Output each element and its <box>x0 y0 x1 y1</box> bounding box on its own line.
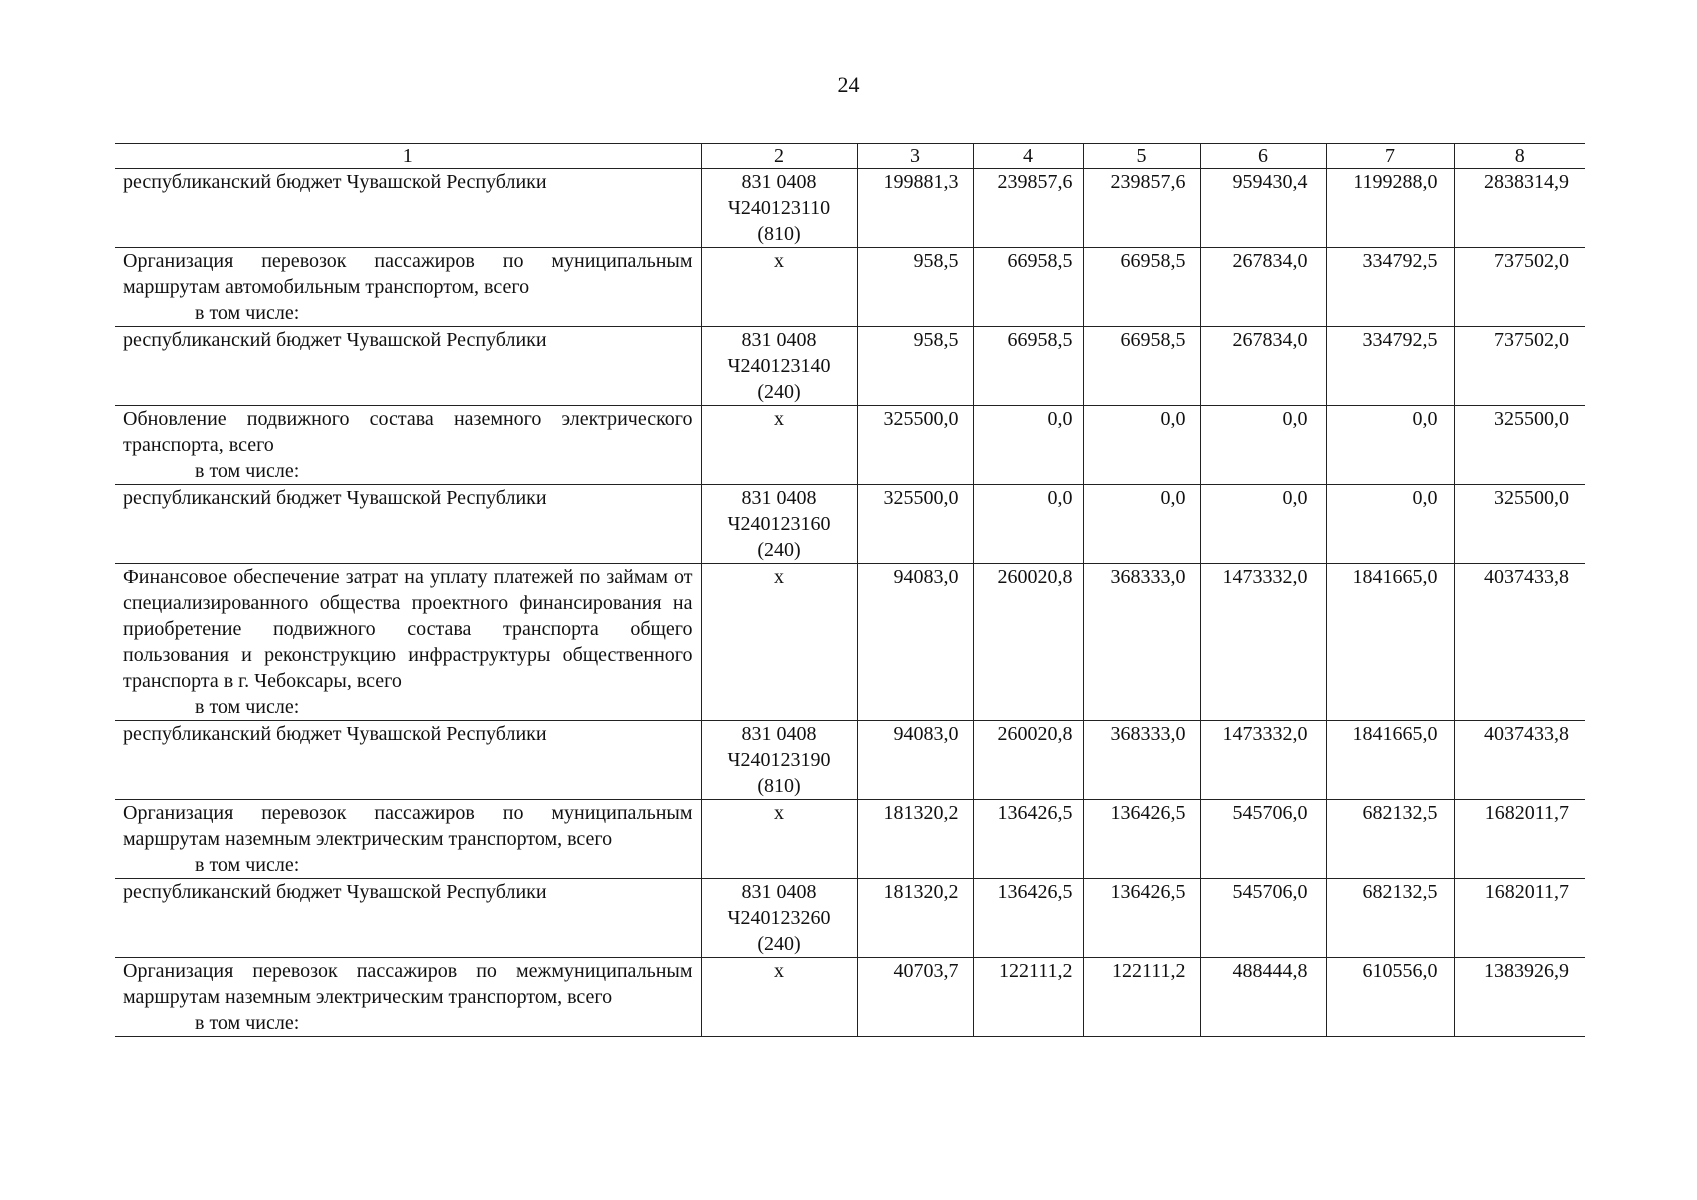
value-cell: 136426,5 <box>1083 879 1200 958</box>
value-cell: 368333,0 <box>1083 721 1200 800</box>
value-cell: 122111,2 <box>1083 958 1200 1037</box>
budget-code-line: (810) <box>757 775 801 797</box>
table-row <box>115 169 1585 248</box>
header-row <box>115 144 1585 169</box>
row-label: Обновление подвижного состава наземного электрического транспорта, всего <box>123 408 693 456</box>
value-cell: 199881,3 <box>857 169 973 248</box>
value-cell: 181320,2 <box>857 800 973 879</box>
row-label: республиканский бюджет Чувашской Республики <box>123 881 547 903</box>
value-cell: 610556,0 <box>1326 958 1454 1037</box>
value-cell: 4037433,8 <box>1454 721 1585 800</box>
budget-code-line: 831 0408 <box>741 171 817 193</box>
row-label: республиканский бюджет Чувашской Республики <box>123 171 547 193</box>
row-label-cell <box>115 169 701 248</box>
budget-code-line: х <box>774 802 784 824</box>
value-cell: 334792,5 <box>1326 248 1454 327</box>
value-cell: 4037433,8 <box>1454 564 1585 721</box>
value-cell: 66958,5 <box>973 327 1083 406</box>
value-cell: 66958,5 <box>1083 248 1200 327</box>
budget-code-line: Ч240123260 <box>727 907 831 929</box>
budget-code-line: Ч240123190 <box>727 749 831 771</box>
budget-code-cell <box>701 169 857 248</box>
column-header: 4 <box>973 144 1083 169</box>
table-row <box>115 721 1585 800</box>
budget-code-cell <box>701 406 857 485</box>
table-row <box>115 879 1585 958</box>
value-cell: 325500,0 <box>857 406 973 485</box>
budget-code-line: х <box>774 566 784 588</box>
value-cell: 181320,2 <box>857 879 973 958</box>
budget-code-cell <box>701 485 857 564</box>
value-cell: 1682011,7 <box>1454 879 1585 958</box>
value-cell: 1841665,0 <box>1326 721 1454 800</box>
row-label-cell <box>115 958 701 1037</box>
budget-code-line: Ч240123160 <box>727 513 831 535</box>
value-cell: 66958,5 <box>1083 327 1200 406</box>
row-label-cell <box>115 879 701 958</box>
value-cell: 267834,0 <box>1200 327 1326 406</box>
row-label: республиканский бюджет Чувашской Республики <box>123 329 547 351</box>
column-header: 8 <box>1454 144 1585 169</box>
value-cell: 0,0 <box>1326 485 1454 564</box>
value-cell: 737502,0 <box>1454 327 1585 406</box>
value-cell: 136426,5 <box>1083 800 1200 879</box>
column-header: 2 <box>701 144 857 169</box>
row-sublabel: в том числе: <box>195 460 300 482</box>
column-header: 3 <box>857 144 973 169</box>
budget-code-cell <box>701 800 857 879</box>
table-row <box>115 958 1585 1037</box>
budget-code-line: (240) <box>757 539 801 561</box>
budget-code-line: 831 0408 <box>741 881 817 903</box>
row-label-cell <box>115 564 701 721</box>
budget-code-line: 831 0408 <box>741 723 817 745</box>
value-cell: 1199288,0 <box>1326 169 1454 248</box>
budget-code-cell <box>701 879 857 958</box>
value-cell: 0,0 <box>1200 485 1326 564</box>
value-cell: 136426,5 <box>973 879 1083 958</box>
row-label-cell <box>115 800 701 879</box>
table-row <box>115 564 1585 721</box>
budget-code-line: (240) <box>757 381 801 403</box>
value-cell: 1841665,0 <box>1326 564 1454 721</box>
column-header: 6 <box>1200 144 1326 169</box>
budget-code-cell <box>701 958 857 1037</box>
value-cell: 325500,0 <box>1454 485 1585 564</box>
value-cell: 0,0 <box>973 485 1083 564</box>
budget-code-line: (810) <box>757 223 801 245</box>
value-cell: 239857,6 <box>1083 169 1200 248</box>
value-cell: 737502,0 <box>1454 248 1585 327</box>
value-cell: 260020,8 <box>973 564 1083 721</box>
value-cell: 0,0 <box>973 406 1083 485</box>
row-label: Финансовое обеспечение затрат на уплату платежей по займам от специализированного общества проектного финансирования на приобретение подвижного состава транспорта общего пользования и реконструкцию инфраструктуры общественного транспорта в г. Чебоксары, всего <box>123 566 693 692</box>
budget-code-cell <box>701 564 857 721</box>
value-cell: 325500,0 <box>857 485 973 564</box>
value-cell: 682132,5 <box>1326 879 1454 958</box>
row-sublabel: в том числе: <box>195 302 300 324</box>
row-sublabel: в том числе: <box>195 1012 300 1034</box>
value-cell: 40703,7 <box>857 958 973 1037</box>
row-sublabel: в том числе: <box>195 696 300 718</box>
budget-code-line: 831 0408 <box>741 329 817 351</box>
table-row <box>115 327 1585 406</box>
budget-code-line: х <box>774 408 784 430</box>
budget-code-line: Ч240123140 <box>727 355 831 377</box>
row-label: Организация перевозок пассажиров по межмуниципальным маршрутам наземным электрическим транспортом, всего <box>123 960 693 1008</box>
value-cell: 0,0 <box>1326 406 1454 485</box>
table-row <box>115 248 1585 327</box>
column-header: 7 <box>1326 144 1454 169</box>
row-label: республиканский бюджет Чувашской Республики <box>123 487 547 509</box>
value-cell: 1682011,7 <box>1454 800 1585 879</box>
value-cell: 0,0 <box>1083 485 1200 564</box>
value-cell: 325500,0 <box>1454 406 1585 485</box>
value-cell: 1383926,9 <box>1454 958 1585 1037</box>
value-cell: 267834,0 <box>1200 248 1326 327</box>
row-label-cell <box>115 485 701 564</box>
value-cell: 239857,6 <box>973 169 1083 248</box>
budget-code-cell <box>701 248 857 327</box>
value-cell: 0,0 <box>1200 406 1326 485</box>
budget-code-cell <box>701 327 857 406</box>
row-sublabel: в том числе: <box>195 854 300 876</box>
value-cell: 958,5 <box>857 248 973 327</box>
table-body <box>115 169 1585 1037</box>
value-cell: 94083,0 <box>857 564 973 721</box>
value-cell: 368333,0 <box>1083 564 1200 721</box>
budget-code-cell <box>701 721 857 800</box>
column-header: 5 <box>1083 144 1200 169</box>
table-row <box>115 800 1585 879</box>
value-cell: 959430,4 <box>1200 169 1326 248</box>
value-cell: 488444,8 <box>1200 958 1326 1037</box>
value-cell: 545706,0 <box>1200 879 1326 958</box>
row-label-cell <box>115 406 701 485</box>
value-cell: 545706,0 <box>1200 800 1326 879</box>
table-row <box>115 485 1585 564</box>
row-label: Организация перевозок пассажиров по муниципальным маршрутам наземным электрическим транспортом, всего <box>123 802 693 850</box>
row-label-cell <box>115 327 701 406</box>
value-cell: 1473332,0 <box>1200 564 1326 721</box>
value-cell: 958,5 <box>857 327 973 406</box>
value-cell: 682132,5 <box>1326 800 1454 879</box>
row-label-cell <box>115 721 701 800</box>
value-cell: 260020,8 <box>973 721 1083 800</box>
value-cell: 122111,2 <box>973 958 1083 1037</box>
value-cell: 136426,5 <box>973 800 1083 879</box>
budget-code-line: Ч240123110 <box>727 197 831 219</box>
column-header: 1 <box>115 144 701 169</box>
budget-code-line: (240) <box>757 933 801 955</box>
value-cell: 0,0 <box>1083 406 1200 485</box>
budget-code-line: х <box>774 960 784 982</box>
row-label: Организация перевозок пассажиров по муниципальным маршрутам автомобильным транспортом, всего <box>123 250 693 298</box>
value-cell: 94083,0 <box>857 721 973 800</box>
table-row <box>115 406 1585 485</box>
budget-code-line: 831 0408 <box>741 487 817 509</box>
budget-code-line: х <box>774 250 784 272</box>
value-cell: 2838314,9 <box>1454 169 1585 248</box>
value-cell: 1473332,0 <box>1200 721 1326 800</box>
value-cell: 66958,5 <box>973 248 1083 327</box>
row-label: республиканский бюджет Чувашской Республики <box>123 723 547 745</box>
row-label-cell <box>115 248 701 327</box>
page-number: 24 <box>837 72 860 97</box>
value-cell: 334792,5 <box>1326 327 1454 406</box>
budget-table <box>115 143 1585 1037</box>
